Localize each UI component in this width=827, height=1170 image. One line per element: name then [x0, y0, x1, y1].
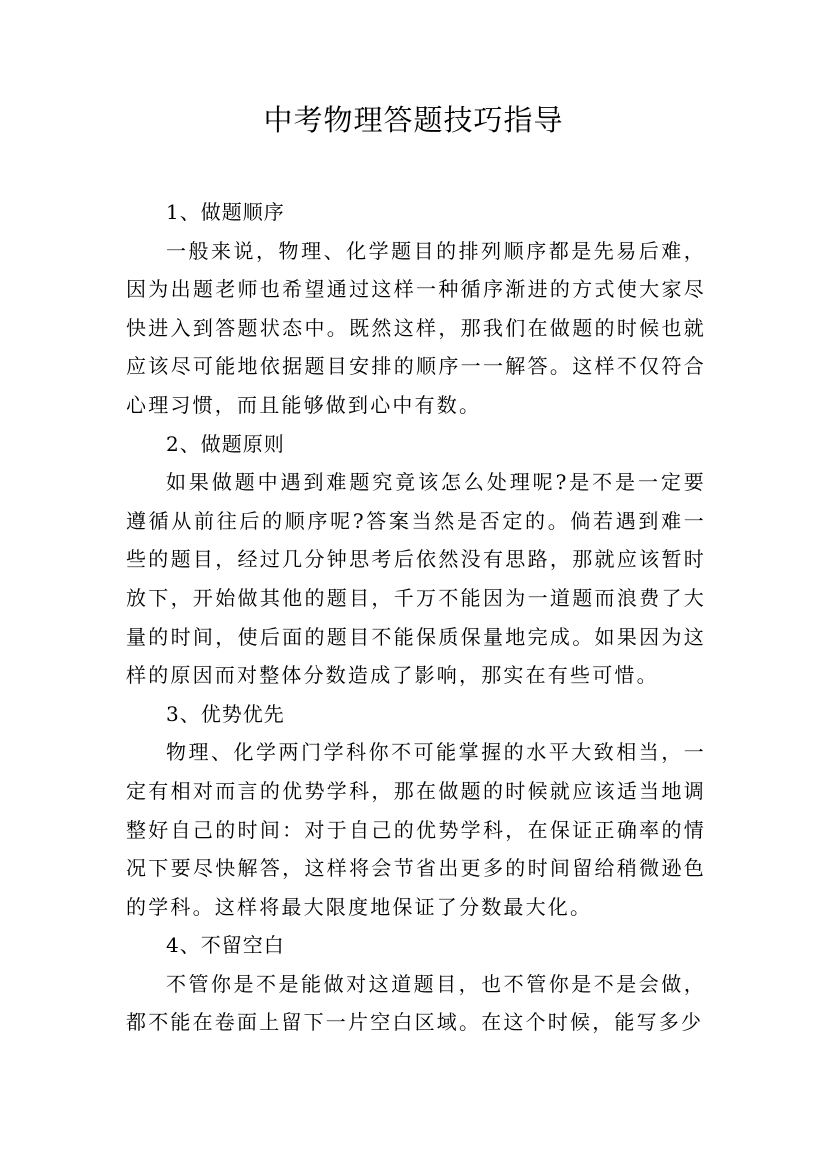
- section-paragraph-advantage: 物理、化学两门学科你不可能掌握的水平大致相当，一定有相对而言的优势学科，那在做题的时候就应该适当地调整好自己的时间：对于自己的优势学科，在保证正确率的情况下要尽快解答，这样将会节省出更多的时间留给稍微逊色的学科。这样将最大限度地保证了分数最大化。: [126, 740, 706, 919]
- section-heading-principle: 2、做题原则: [166, 431, 285, 456]
- section-heading-order: 1、做题顺序: [166, 200, 285, 224]
- document-title: 中考物理答题技巧指导: [263, 103, 564, 137]
- section-heading-advantage: 3、优势优先: [166, 701, 285, 726]
- section-paragraph-principle: 如果做题中遇到难题究竟该怎么处理呢?是不是一定要遵循从前往后的顺序呢?答案当然是否定的。倘若遇到难一些的题目，经过几分钟思考后依然没有思路，那就应该暂时放下，开始做其他的题目，千万不能因为一道题而浪费了大量的时间，使后面的题目不能保质保量地完成。如果因为这样的原因而对整体分数造成了影响，那实在有些可惜。: [126, 470, 706, 688]
- section-paragraph-order: 一般来说，物理、化学题目的排列顺序都是先易后难，因为出题老师也希望通过这样一种循序渐进的方式使大家尽快进入到答题状态中。既然这样，那我们在做题的时候也就应该尽可能地依据题目安排的顺序一一解答。这样不仅符合心理习惯，而且能够做到心中有数。: [126, 238, 706, 417]
- document-body: [126, 193, 706, 1042]
- section-paragraph-no-blank: 不管你是不是能做对这道题目，也不管你是不是会做，都不能在卷面上留下一片空白区域。在这个时候，能写多少: [126, 971, 706, 1035]
- section-heading-no-blank: 4、不留空白: [166, 933, 285, 958]
